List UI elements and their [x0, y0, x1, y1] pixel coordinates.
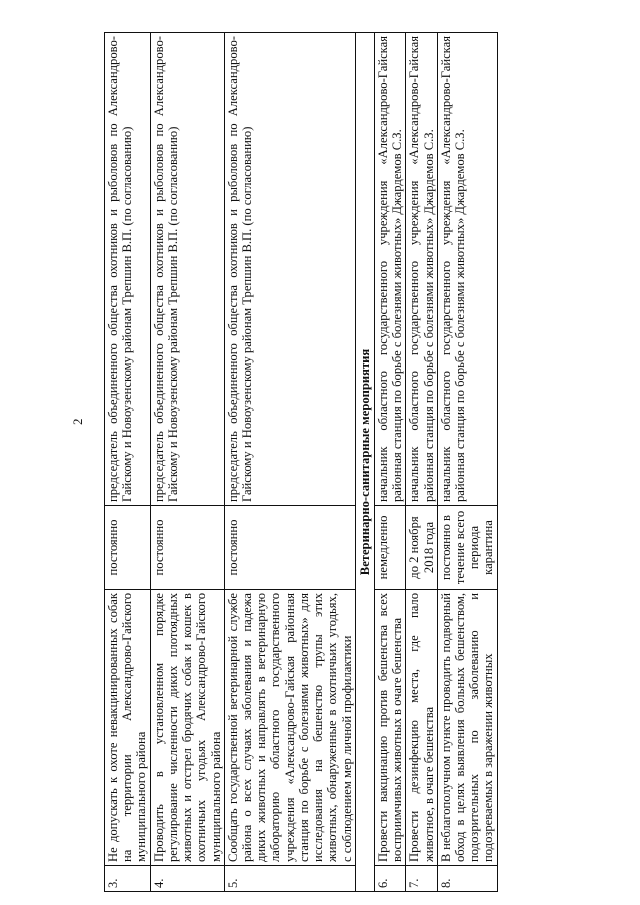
measures-table — [104, 32, 498, 892]
table-row — [374, 33, 405, 892]
row-number: 8. — [437, 866, 497, 892]
row-action: В неблагополучном пункте проводить подворный обход в целях выявления больных бешенством, подозрительных по заболеванию и подозреваемых в заражении животных — [437, 590, 497, 866]
row-action: Провести вакцинацию против бешенства всех восприимчивых животных в очаге бешенства — [374, 590, 405, 866]
row-responsible: председатель объединенного общества охотников и рыболовов по Александрово-Гайскому и Новоузенскому районам Трепшин В.П. (по согласованию) — [224, 33, 355, 506]
row-number: 4. — [150, 866, 224, 892]
row-term: постоянно — [150, 506, 224, 590]
row-responsible: председатель объединенного общества охотников и рыболовов по Александрово-Гайскому и Новоузенскому районам Трепшин В.П. (по согласованию) — [105, 33, 151, 506]
section-title: Ветеринарно-санитарные мероприятия — [355, 33, 374, 892]
row-number: 3. — [105, 866, 151, 892]
row-action: Проводить в установленном порядке регулирование численности диких плотоядных животных и отстрел бродячих собак и кошек в охотничьих угодьях Александрово-Гайского муниципального района — [150, 590, 224, 866]
table-row — [105, 33, 151, 892]
row-action: Не допускать к охоте невакцинированных собак на территории Александрово-Гайского муниципального района — [105, 590, 151, 866]
row-responsible: начальник областного государственного учреждения «Александрово-Гайская районная станция по борьбе с болезнями животных» Джардемов С.З. — [406, 33, 437, 506]
row-responsible: начальник областного государственного учреждения «Александрово-Гайская районная станция по борьбе с болезнями животных» Джардемов С.З. — [437, 33, 497, 506]
section-header-row — [355, 33, 374, 892]
row-responsible: председатель объединенного общества охотников и рыболовов по Александрово-Гайскому и Новоузенскому районам Трепшин В.П. (по согласованию) — [150, 33, 224, 506]
table-row — [224, 33, 355, 892]
row-number: 5. — [224, 866, 355, 892]
page-number: 2 — [70, 418, 85, 425]
row-term: до 2 ноября 2018 года — [406, 506, 437, 590]
row-responsible: начальник областного государственного учреждения «Александрово-Гайская районная станция по борьбе с болезнями животных» Джардемов С.З. — [374, 33, 405, 506]
row-number: 6. — [374, 866, 405, 892]
row-action: Провести дезинфекцию места, где пало животное, в очаге бешенства — [406, 590, 437, 866]
rotated-page-content — [104, 32, 624, 892]
row-number: 7. — [406, 866, 437, 892]
row-term: немедленно — [374, 506, 405, 590]
row-term: постоянно — [224, 506, 355, 590]
table-row — [406, 33, 437, 892]
table-row — [150, 33, 224, 892]
row-action: Сообщать государственной ветеринарной службе района о всех случаях заболевания и падежа диких животных и направлять в ветеринарную лабораторию областного государственного учреждения «Александрово-Гайская районная станция по борьбе с болезнями животных» для исследования на бешенство трупы этих животных, обнаруженные в охотничьих угодьях, с соблюдением мер личной профилактики — [224, 590, 355, 866]
row-term: постоянно — [105, 506, 151, 590]
row-term: постоянно в течение всего периода карантина — [437, 506, 497, 590]
table-row — [437, 33, 497, 892]
